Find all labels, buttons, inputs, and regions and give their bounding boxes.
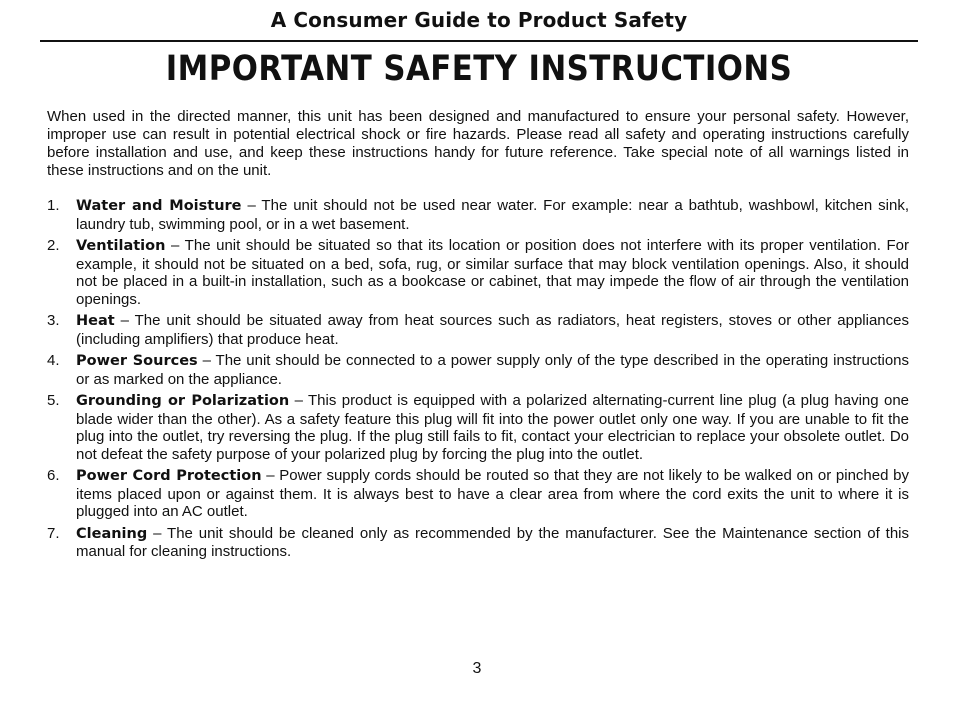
item-text: – The unit should be situated away from heat sources such as radiators, heat registers, stoves or other appliances (including amplifiers) that produce heat. bbox=[76, 312, 909, 348]
item-title: Ventilation bbox=[76, 238, 166, 254]
item-title: Water and Moisture bbox=[76, 198, 242, 214]
header-rule bbox=[40, 40, 918, 42]
item-text: – The unit should not be used near water. For example: near a bathtub, washbowl, kitchen sink, laundry tub, swimming pool, or in a wet basement. bbox=[76, 197, 909, 233]
list-item bbox=[47, 525, 909, 561]
item-number: 3. bbox=[47, 312, 60, 329]
item-number: 1. bbox=[47, 197, 60, 214]
item-text: – This product is equipped with a polarized alternating-current line plug (a plug having one blade wider than the other). As a safety feature this plug will fit into the power outlet only one way. If you are unable to fit the plug into the outlet, try reversing the plug. If the plug still fails to fit, contact your electrician to replace your obsolete outlet. Do not defeat the safety purpose of your polarized plug by forcing the plug into the outlet. bbox=[76, 392, 910, 463]
item-text: – The unit should be cleaned only as recommended by the manufacturer. See the Maintenance section of this manual for cleaning instructions. bbox=[76, 524, 909, 560]
item-title: Cleaning bbox=[76, 525, 148, 542]
intro-paragraph: When used in the directed manner, this unit has been designed and manufactured to ensure your personal safety. However, improper use can result in potential electrical shock or fire hazards. Please read all safety and operating instructions carefully before installation and use, and keep these instructions handy for future reference. Take special note of all warnings listed in these instructions and on the unit. bbox=[47, 108, 909, 179]
item-number: 5. bbox=[47, 392, 60, 409]
item-title: Grounding or Polarization bbox=[76, 393, 290, 409]
list-item bbox=[47, 467, 909, 521]
list-item bbox=[47, 237, 909, 308]
item-title: Heat bbox=[76, 313, 115, 329]
list-item bbox=[47, 312, 909, 348]
list-item bbox=[47, 392, 909, 463]
item-text: – Power supply cords should be routed so that they are not likely to be walked on or pinched by items placed upon or against them. It is always best to have a clear area from where the cord exits the unit to where it is plugged into an AC outlet. bbox=[76, 467, 909, 520]
list-item bbox=[47, 352, 909, 388]
item-number: 2. bbox=[47, 237, 60, 254]
list-item bbox=[47, 197, 909, 233]
item-text: – The unit should be situated so that its location or position does not interfere with its proper ventilation. For example, it should not be situated on a bed, sofa, rug, or similar surface that may block ventilation openings. Also, it should not be placed in a built-in installation, such as a bookcase or cabinet, that may impede the flow of air through the ventilation openings. bbox=[76, 237, 909, 308]
safety-instructions-list bbox=[47, 197, 909, 565]
item-number: 7. bbox=[47, 524, 60, 542]
item-text: – The unit should be connected to a power supply only of the type described in the operating instructions or as marked on the appliance. bbox=[76, 352, 909, 388]
item-number: 6. bbox=[47, 467, 60, 484]
item-number: 4. bbox=[47, 352, 60, 369]
item-title: Power Cord Protection bbox=[76, 468, 262, 484]
item-title: Power Sources bbox=[76, 353, 198, 369]
page-title: IMPORTANT SAFETY INSTRUCTIONS bbox=[165, 49, 793, 89]
guide-header: A Consumer Guide to Product Safety bbox=[270, 8, 688, 32]
page-number: 3 bbox=[472, 660, 482, 677]
